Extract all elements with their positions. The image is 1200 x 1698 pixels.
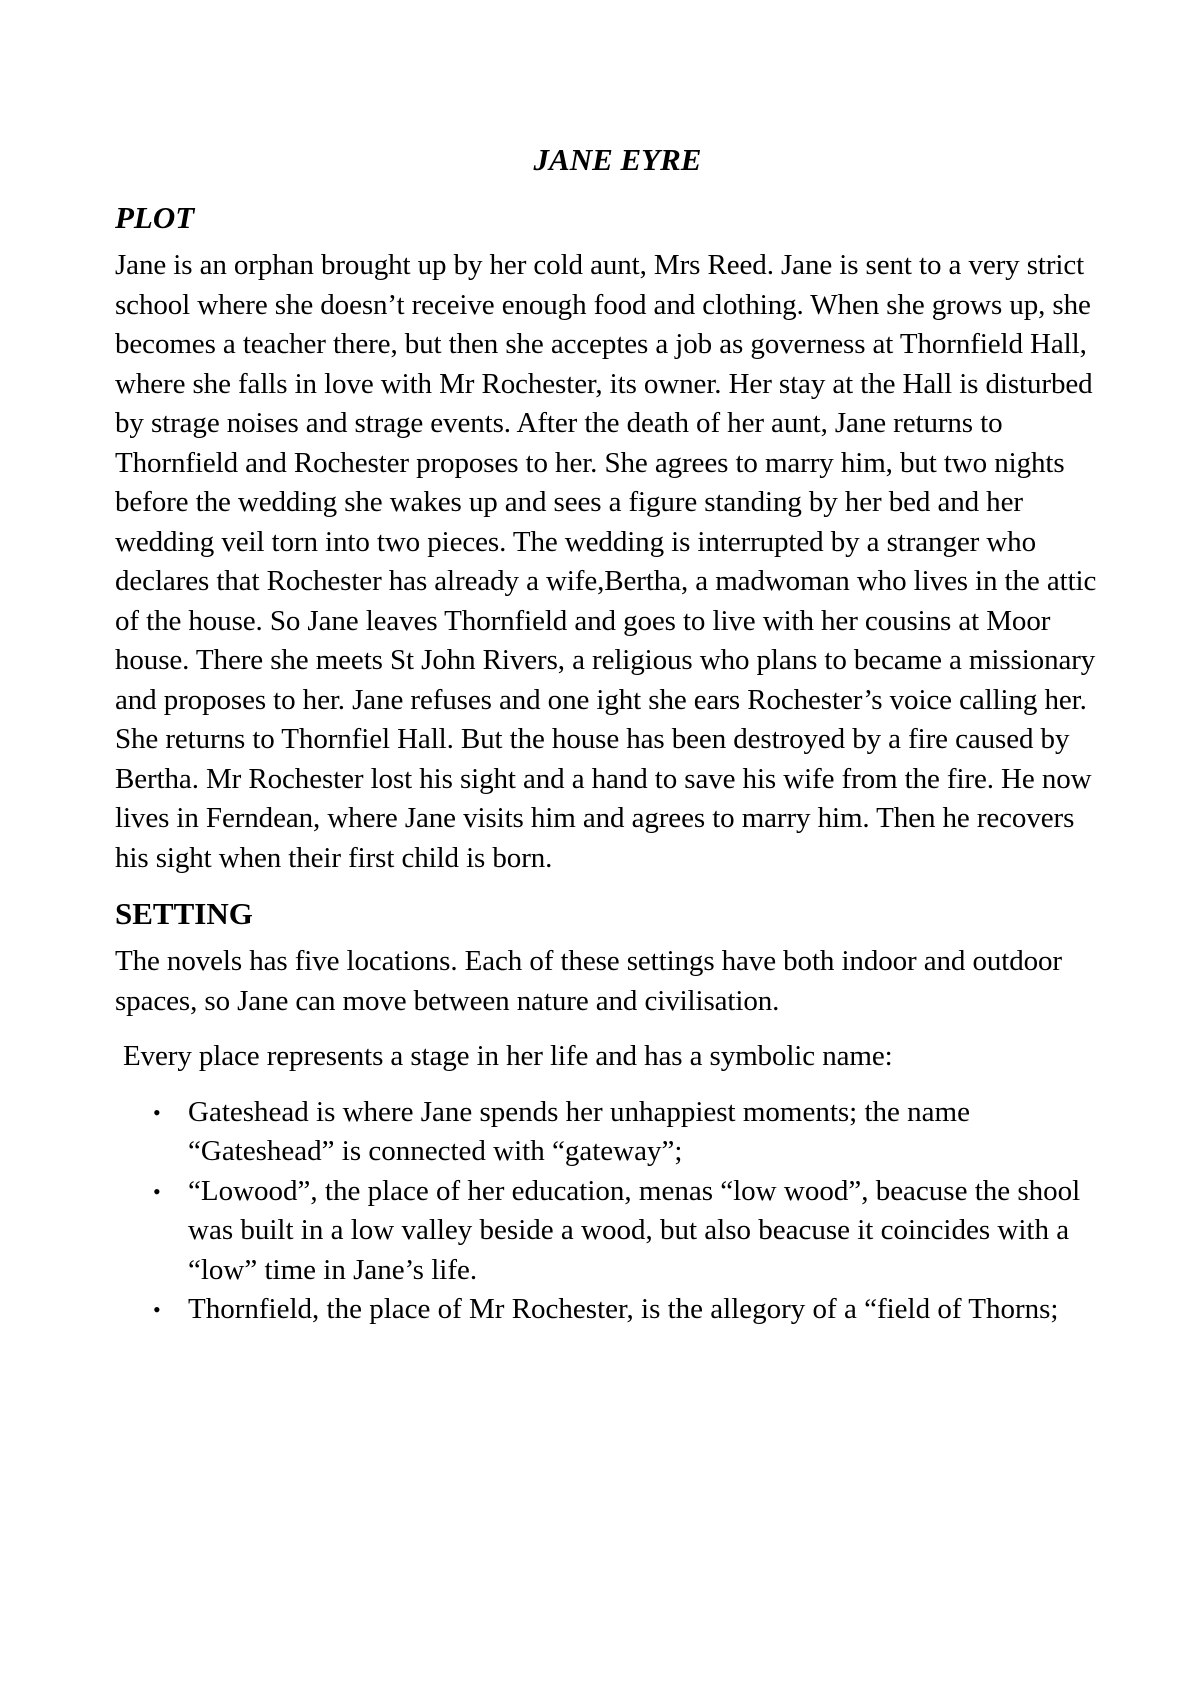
plot-paragraph: Jane is an orphan brought up by her cold aunt, Mrs Reed. Jane is sent to a very strict school where she doesn’t receive enough food and clothing. When she grows up, she becomes a teacher there, but then she acceptes a job as governess at Thornfield Hall, where she falls in love with Mr Rochester, its owner. Her stay at the Hall is disturbed by strage noises and strage events. After the death of her aunt, Jane returns to Thornfield and Rochester proposes to her. She agrees to marry him, but two nights before the wedding she wakes up and sees a figure standing by her bed and her wedding veil torn into two pieces. The wedding is interrupted by a stranger who declares that Rochester has already a wife,Bertha, a madwoman who lives in the attic of the house. So Jane leaves Thornfield and goes to live with her cousins at Moor house. There she meets St John Rivers, a religious who plans to became a missionary and proposes to her. Jane refuses and one ight she ears Rochester’s voice calling her. She returns to Thornfiel Hall. But the house has been destroyed by a fire caused by Bertha. Mr Rochester lost his sight and a hand to save his wife from the fire. He now lives in Ferndean, where Jane visits him and agrees to marry him. Then he recovers his sight when their first child is born. [115,249,1097,874]
setting-intro: Every place represents a stage in her life and has a symbolic name: [123,1040,893,1072]
list-item-text: Thornfield, the place of Mr Rochester, is the allegory of a “field of Thorns; [188,1293,1059,1325]
setting-heading: SETTING [115,896,253,931]
bullet-icon: • [153,1099,161,1125]
list-item [115,1093,1100,1172]
list-item-text: Gateshead is where Jane spends her unhappiest moments; the name “Gateshead” is connected with “gateway”; [188,1095,970,1167]
list-item [115,1290,1100,1330]
setting-paragraph: The novels has five locations. Each of these settings have both indoor and outdoor spaces, so Jane can move between nature and civilisation. [115,945,1062,1017]
document-page [115,140,1100,1330]
list-item [115,1172,1100,1291]
setting-bullet-list [115,1093,1100,1330]
document-title: JANE EYRE [533,142,702,177]
bullet-icon: • [153,1178,161,1204]
bullet-icon: • [153,1297,161,1322]
plot-heading: PLOT [115,200,195,235]
list-item-text: “Lowood”, the place of her education, menas “low wood”, beacuse the shool was built in a low valley beside a wood, but also beacuse it coincides with a “low” time in Jane’s life. [188,1174,1081,1286]
